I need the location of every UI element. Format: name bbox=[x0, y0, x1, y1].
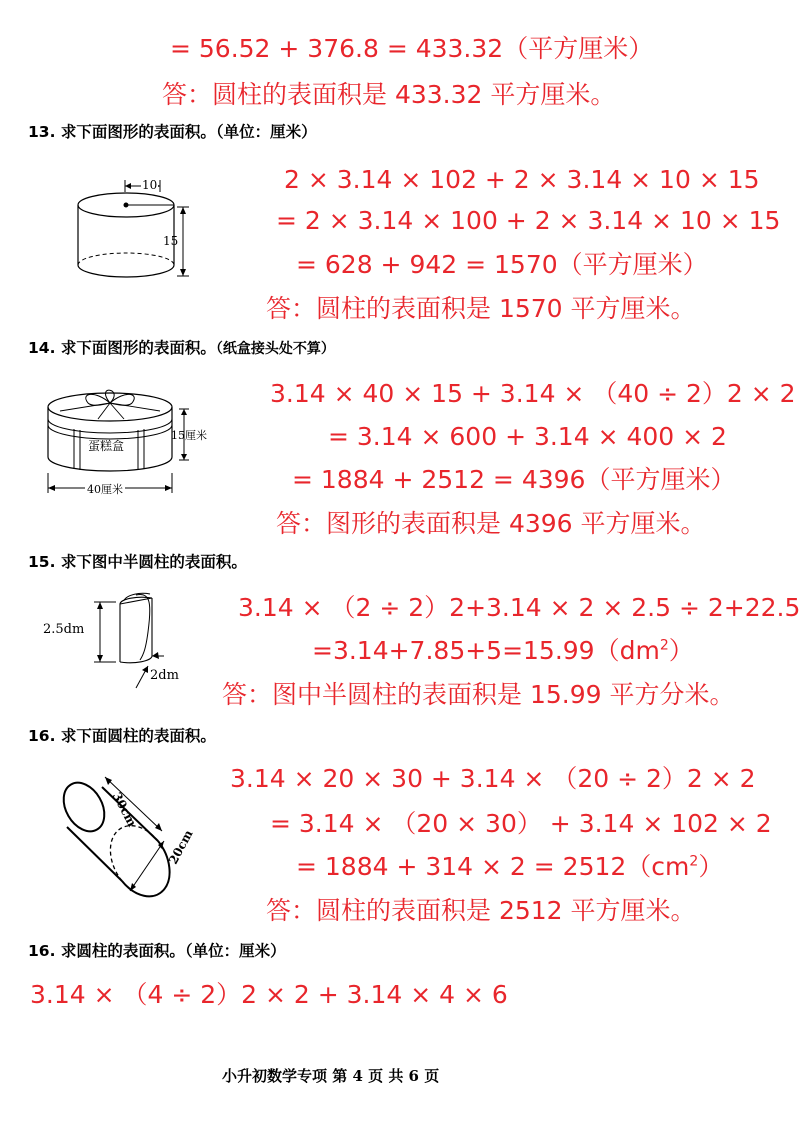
diameter-label: 2dm bbox=[150, 668, 179, 683]
question-16b-title: 16. 求圆柱的表面积。（单位：厘米） bbox=[28, 942, 286, 960]
closing-paren: ） bbox=[668, 636, 694, 665]
solution-line: 3.14 × 40 × 15 + 3.14 × （40 ÷ 2）2 × 2 bbox=[270, 379, 796, 408]
answer-line: 答：图形的表面积是 4396 平方厘米。 bbox=[276, 509, 706, 538]
answer-line: 答：圆柱的表面积是 1570 平方厘米。 bbox=[266, 294, 696, 323]
solution-line: = 628 + 942 = 1570（平方厘米） bbox=[296, 250, 708, 279]
question-14-title bbox=[28, 341, 335, 357]
solution-line: = 1884 + 2512 = 4396（平方厘米） bbox=[292, 465, 736, 494]
height-label: 15厘米 bbox=[171, 429, 207, 442]
solution-line: = 2 × 3.14 × 100 + 2 × 3.14 × 10 × 15 bbox=[276, 206, 781, 235]
diameter-label: 20cm bbox=[166, 827, 196, 867]
width-label: 40厘米 bbox=[87, 483, 123, 496]
cylinder-figure-13 bbox=[60, 170, 210, 290]
solution-text: = 1884 + 314 × 2 = 2512（cm bbox=[296, 852, 690, 881]
tilted-cylinder-figure bbox=[50, 765, 200, 905]
superscript: 2 bbox=[659, 637, 669, 654]
solution-line: = 3.14 × 600 + 3.14 × 400 × 2 bbox=[328, 422, 727, 451]
length-label: 30cm bbox=[109, 790, 140, 829]
answer-line: 答：圆柱的表面积是 2512 平方厘米。 bbox=[266, 896, 696, 925]
solution-line: = 3.14 × （20 × 30） + 3.14 × 102 × 2 bbox=[270, 809, 772, 838]
diameter-label: 10 bbox=[142, 178, 158, 192]
question-16-title: 16. 求下面圆柱的表面积。 bbox=[28, 727, 216, 745]
solution-line: 3.14 × （2 ÷ 2）2+3.14 × 2 × 2.5 ÷ 2+22.5 bbox=[238, 593, 800, 622]
answer-line: 答：图中半圆柱的表面积是 15.99 平方分米。 bbox=[222, 680, 735, 709]
solution-line: 2 × 3.14 × 102 + 2 × 3.14 × 10 × 15 bbox=[284, 165, 760, 194]
height-label: 2.5dm bbox=[43, 622, 85, 637]
closing-paren: ） bbox=[698, 852, 724, 881]
solution-line: 3.14 × （4 ÷ 2）2 × 2 + 3.14 × 4 × 6 bbox=[30, 980, 508, 1009]
question-13-title: 13. 求下面图形的表面积。（单位：厘米） bbox=[28, 123, 317, 141]
half-cylinder-figure bbox=[40, 592, 200, 702]
question-15-title: 15. 求下图中半圆柱的表面积。 bbox=[28, 553, 247, 571]
solution-line bbox=[312, 638, 694, 663]
solution-line: = 56.52 + 376.8 = 433.32（平方厘米） bbox=[170, 34, 654, 63]
page-footer: 小升初数学专项 第 4 页 共 6 页 bbox=[222, 1067, 440, 1085]
question-14-note: （纸盒接头处不算） bbox=[215, 341, 335, 357]
superscript: 2 bbox=[689, 853, 699, 870]
answer-line: 答：圆柱的表面积是 433.32 平方厘米。 bbox=[162, 80, 616, 109]
solution-text: =3.14+7.85+5=15.99（dm bbox=[312, 636, 660, 665]
box-label: 蛋糕盒 bbox=[88, 439, 125, 453]
height-label: 15 bbox=[163, 234, 179, 248]
solution-line: 3.14 × 20 × 30 + 3.14 × （20 ÷ 2）2 × 2 bbox=[230, 764, 756, 793]
question-14-text: 14. 求下面图形的表面积。 bbox=[28, 339, 216, 357]
solution-line bbox=[296, 854, 723, 879]
